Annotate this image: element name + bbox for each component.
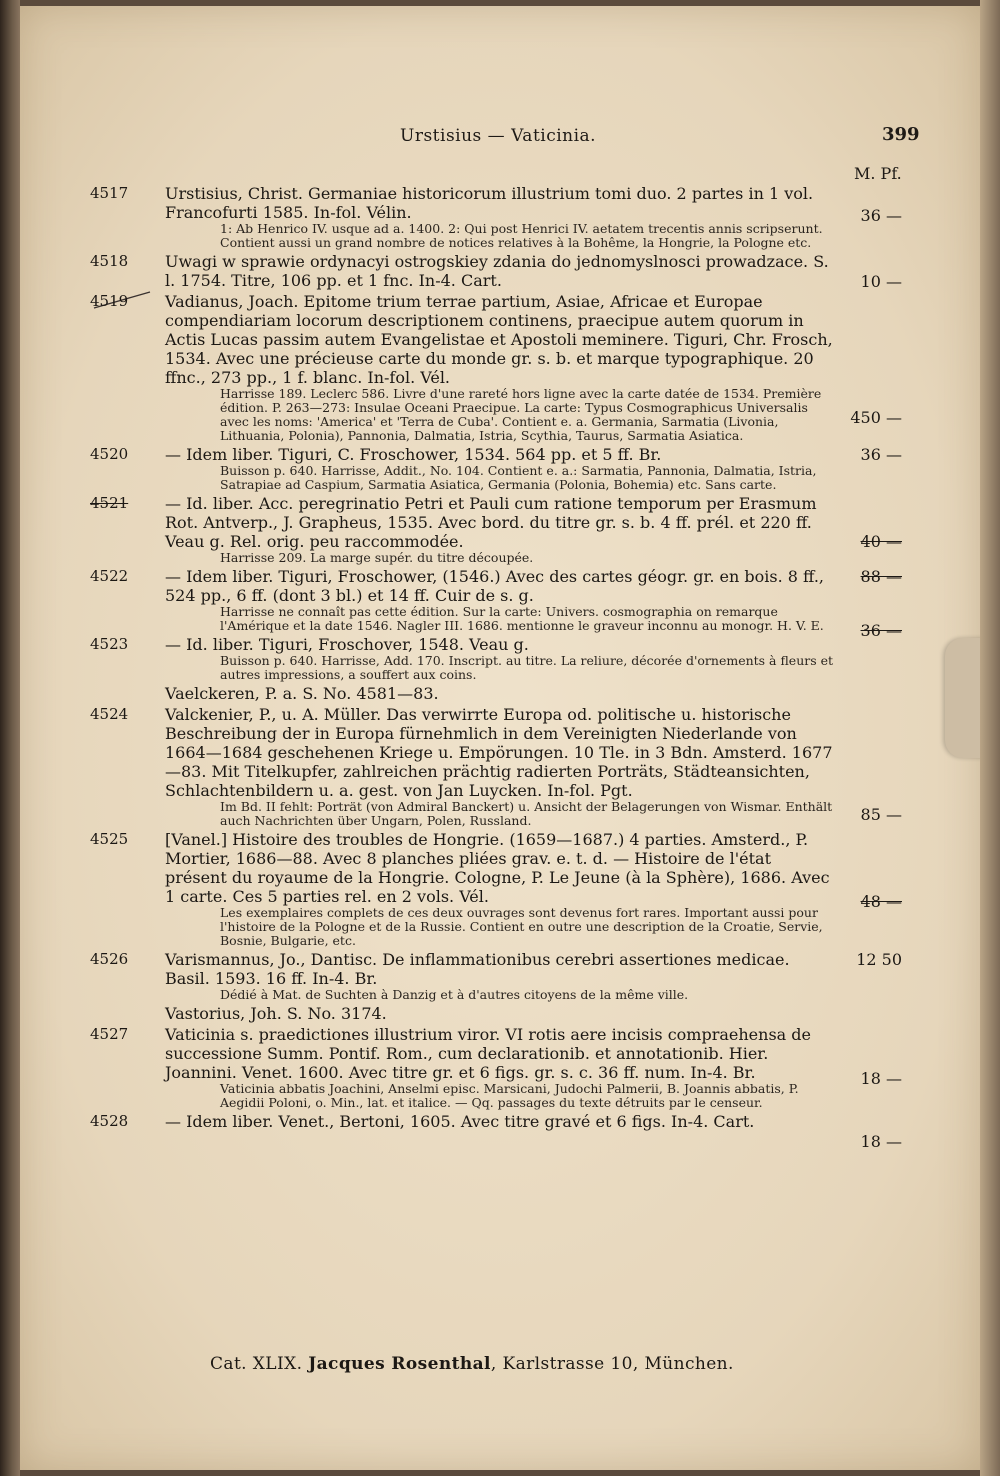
entry-number: 4522	[90, 567, 129, 585]
entry-note: Harrisse 209. La marge supér. du titre découpée.	[220, 550, 534, 565]
entry-note: Im Bd. II fehlt: Porträt (von Admiral Banckert) u. Ansicht der Belagerungen von Wismar. Enthält auch Nachrichten über Ungarn, Polen, Russland.	[220, 799, 833, 828]
entry-text: — Idem liber. Tiguri, Froschower, (1546.) Avec des cartes géogr. gr. en bois. 8 ff., 524 pp., 6 ff. (dont 3 bl.) et 14 ff. Cuir de s. g.	[165, 567, 824, 605]
entry-text: Vaticinia s. praedictiones illustrium viror. VI rotis aere incisis compraehensa de successione Summ. Pontif. Rom., cum declarationib. et annotationib. Hier. Joannini. Venet. 1600. Avec titre gr. et 6 figs. gr. s. c. 36 ff. num. In-4. Br.	[165, 1025, 811, 1082]
entry-note: Les exemplaires complets de ces deux ouvrages sont devenus fort rares. Important aussi pour l'histoire de la Pologne et de la Russie. Contient en outre une description de la Croatie, Servie, Bosnie, Bulgarie, etc.	[220, 905, 823, 948]
entry-note: 1: Ab Henrico IV. usque ad a. 1400. 2: Qui post Henrici IV. aetatem trecentis annis scripserunt. Contient aussi un grand nombre de notices relatives à la Bohême, la Hongrie, la Pologne etc.	[220, 221, 823, 250]
entry-text: Vaelckeren, P. a. S. No. 4581—83.	[165, 684, 439, 703]
entry-price: 36 —	[860, 621, 902, 640]
entry-text: — Idem liber. Venet., Bertoni, 1605. Avec titre gravé et 6 figs. In-4. Cart.	[165, 1112, 755, 1131]
entry-price: 10 —	[860, 272, 902, 291]
book-spine	[0, 0, 20, 1476]
entry-note: Dédié à Mat. de Suchten à Danzig et à d'autres citoyens de la même ville.	[220, 987, 689, 1002]
catalog-entry-4524	[90, 705, 930, 828]
cross-reference-vaelckeren	[90, 684, 930, 703]
catalog-entry-4518	[90, 252, 930, 290]
entry-price: 85 —	[860, 805, 902, 824]
entry-price: 40 —	[860, 532, 902, 551]
entry-number: 4520	[90, 445, 129, 463]
entry-text: [Vanel.] Histoire des troubles de Hongrie. (1659—1687.) 4 parties. Amsterd., P. Mortier, 1686—88. Avec 8 planches pliées grav. e. t. d. — Histoire de l'état présent du royaume de la Hongrie. Cologne, P. Le Jeune (à la Sphère), 1686. Avec 1 carte. Ces 5 parties rel. en 2 vols. Vél.	[165, 830, 830, 906]
entry-price: 88 —	[860, 567, 902, 586]
entry-note: Buisson p. 640. Harrisse, Addit., No. 104. Contient e. a.: Sarmatia, Pannonia, Dalmatia, Istria, Satrapiae ad Caspium, Sarmatia Asiatica, Germania (Polonia, Bohemia) etc. Sans carte.	[220, 463, 817, 492]
entry-note: Harrisse 189. Leclerc 586. Livre d'une rareté hors ligne avec la carte datée de 1534. Première édition. P. 263—273: Insulae Oceani Praecipue. La carte: Typus Cosmographicus Universalis avec les noms: 'America' et 'Terra de Cuba'. Contient e. a. Germania, Sarmatia (Livonia, Lithuania, Polonia), Pannonia, Dalmatia, Istria, Scythia, Taurus, Sarmatia Asiatica.	[220, 386, 822, 443]
catalog-entry-4526	[90, 950, 930, 1002]
entry-number: 4526	[90, 950, 129, 968]
entry-text: — Id. liber. Acc. peregrinatio Petri et Pauli cum ratione temporum per Erasmum Rot. Antverp., J. Grapheus, 1535. Avec bord. du titre gr. s. b. 4 ff. prél. et 220 ff. Veau g. Rel. orig. peu raccommodée.	[165, 494, 817, 551]
cross-reference-vastorius	[90, 1004, 930, 1023]
page-number: 399	[882, 124, 920, 145]
entry-price: 36 —	[860, 445, 902, 464]
entry-number: 4525	[90, 830, 129, 848]
publisher-name: Jacques Rosenthal	[308, 1354, 491, 1374]
entry-text: Vadianus, Joach. Epitome trium terrae partium, Asiae, Africae et Europae compendiariam locorum descriptionem continens, praecipue autem quorum in Actis Lucas passim autem Evangelistae et Apostoli meminere. Tiguri, Chr. Frosch, 1534. Avec une précieuse carte du monde gr. s. b. et marque typographique. 20 ffnc., 273 pp., 1 f. blanc. In-fol. Vél.	[165, 292, 833, 387]
catalog-page	[20, 6, 980, 1470]
publisher-address: , Karlstrasse 10, München.	[490, 1354, 734, 1374]
entry-price: 18 —	[860, 1132, 902, 1151]
entry-number: 4517	[90, 184, 129, 202]
entry-number: 4518	[90, 252, 129, 270]
entry-price: 36 —	[860, 206, 902, 225]
entry-note: Buisson p. 640. Harrisse, Add. 170. Inscript. au titre. La reliure, décorée d'ornements à fleurs et autres impressions, a souffert aux coins.	[220, 653, 834, 682]
catalog-entry-4521	[90, 494, 930, 565]
running-header: Urstisius — Vaticinia.	[400, 126, 597, 146]
entry-number: 4528	[90, 1112, 129, 1130]
catalog-entry-4527	[90, 1025, 930, 1110]
entry-note: Harrisse ne connaît pas cette édition. Sur la carte: Univers. cosmographia on remarque l'Amérique et la date 1546. Nagler III. 1686. mentionne le graveur inconnu au monogr. H. V. E.	[220, 604, 824, 633]
entry-price: 12 50	[856, 950, 902, 969]
entry-text: Varismannus, Jo., Dantisc. De inflammationibus cerebri assertiones medicae. Basil. 1593. 16 ff. In-4. Br.	[165, 950, 790, 988]
entry-price: 48 —	[860, 892, 902, 911]
catalog-entry-4525	[90, 830, 930, 948]
catalog-entry-4528	[90, 1112, 930, 1151]
entry-number: 4524	[90, 705, 129, 723]
entry-number: 4527	[90, 1025, 129, 1043]
catalog-number: Cat. XLIX.	[210, 1354, 309, 1374]
entry-list	[90, 184, 930, 1151]
entry-note: Vaticinia abbatis Joachini, Anselmi episc. Marsicani, Judochi Palmerii, B. Joannis abbatis, P. Aegidii Poloni, o. Min., lat. et italice. — Qq. passages du texte détruits par le censeur.	[220, 1081, 799, 1110]
currency-column-header: M. Pf.	[854, 164, 902, 183]
page-edge-stack	[980, 0, 1000, 1476]
entry-text: — Id. liber. Tiguri, Froschover, 1548. Veau g.	[165, 635, 529, 654]
entry-number: 4523	[90, 635, 129, 653]
entry-text: Uwagi w sprawie ordynacyi ostrogskiey zdania do jednomyslnosci prowadzace. S. l. 1754. Titre, 106 pp. et 1 fnc. In-4. Cart.	[165, 252, 829, 290]
catalog-entry-4520	[90, 445, 930, 492]
entry-text: Urstisius, Christ. Germaniae historicorum illustrium tomi duo. 2 partes in 1 vol. Francofurti 1585. In-fol. Vélin.	[165, 184, 814, 222]
catalog-entry-4519	[90, 292, 930, 443]
page-index-tab	[945, 638, 980, 758]
entry-text: — Idem liber. Tiguri, C. Froschower, 1534. 564 pp. et 5 ff. Br.	[165, 445, 662, 464]
catalog-entry-4523	[90, 621, 930, 682]
entry-number: 4521	[90, 494, 129, 512]
catalog-footer	[210, 1354, 734, 1374]
entry-price: 18 —	[860, 1069, 902, 1088]
entry-text: Valckenier, P., u. A. Müller. Das verwirrte Europa od. politische u. historische Beschreibung der in Europa fürnehmlich in dem Vereinigten Niederlande von 1664—1684 geschehenen Kriege u. Empörungen. 10 Tle. in 3 Bdn. Amsterd. 1677—83. Mit Titelkupfer, zahlreichen prächtig radierten Porträts, Städteansichten, Schlachtenbildern u. a. gest. von Jan Luycken. In-fol. Pgt.	[165, 705, 833, 800]
entry-number: 4519	[90, 292, 129, 310]
catalog-entry-4522	[90, 567, 930, 633]
entry-price: 450 —	[850, 408, 902, 427]
catalog-entry-4517	[90, 184, 930, 250]
entry-text: Vastorius, Joh. S. No. 3174.	[165, 1004, 387, 1023]
